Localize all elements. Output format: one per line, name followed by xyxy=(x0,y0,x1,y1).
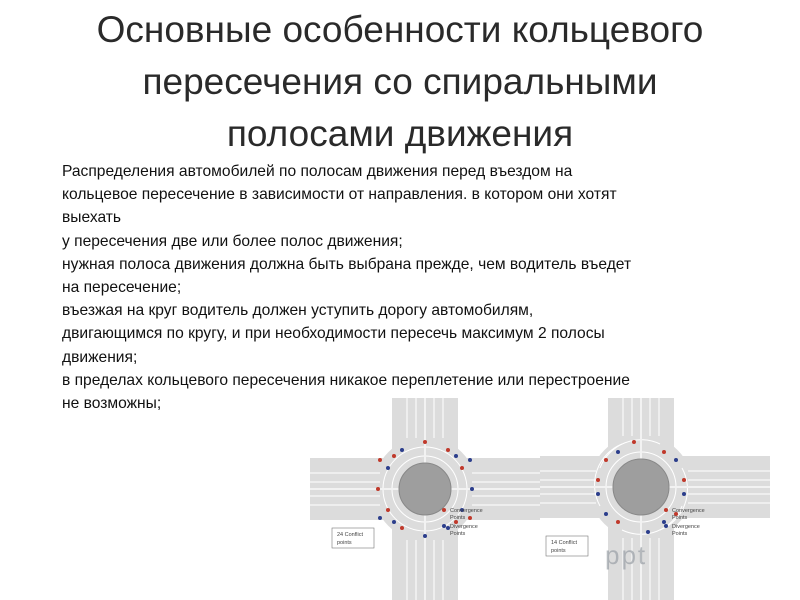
body-line: в пределах кольцевого пересечения никакое переплетение или перестроение xyxy=(62,371,630,389)
conflict-count-box xyxy=(332,528,374,548)
legend-convergence: Convergence xyxy=(450,508,483,514)
body-line: не возможны; xyxy=(62,395,162,413)
body-line: нужная полоса движения должна быть выбрана прежде, чем водитель въедет xyxy=(62,255,632,273)
road-network xyxy=(310,398,542,600)
body-line: кольцевое пересечение в зависимости от направления. в котором они хотят xyxy=(62,186,617,204)
roundabout-diagram-right xyxy=(540,398,770,600)
legend-convergence: Convergence xyxy=(672,508,705,514)
watermark-logo: ppt xyxy=(605,540,648,570)
legend-divergence-sub: Points xyxy=(672,531,688,537)
legend-convergence-sub: Points xyxy=(672,515,688,521)
legend-divergence: Divergence xyxy=(450,524,478,530)
body-line: выехать xyxy=(62,209,122,227)
divergence-marker xyxy=(664,524,668,528)
conflict-count-sub: points xyxy=(551,548,566,554)
body-line: двигающимся по кругу, и при необходимости пересечь максимум 2 полосы xyxy=(62,325,605,343)
body-text xyxy=(62,160,722,415)
title-line: пересечения со спиральными xyxy=(142,61,658,102)
legend-convergence-sub: Points xyxy=(450,515,466,521)
legend-divergence: Divergence xyxy=(672,524,700,530)
body-line: у пересечения две или более полос движения; xyxy=(62,232,403,250)
roundabout-diagram-left xyxy=(310,398,542,600)
body-line: на пересечение; xyxy=(62,279,182,297)
convergence-marker xyxy=(442,508,446,512)
convergence-marker xyxy=(664,508,668,512)
conflict-count-box xyxy=(546,536,588,556)
divergence-marker xyxy=(442,524,446,528)
central-island xyxy=(613,459,669,515)
conflict-count-sub: points xyxy=(337,540,352,546)
slide-title xyxy=(40,4,760,160)
body-line: въезжая на круг водитель должен уступить дорогу автомобилям, xyxy=(62,302,534,320)
conflict-count-label: 14 Conflict xyxy=(551,540,577,546)
title-line: Основные особенности кольцевого xyxy=(96,9,704,50)
central-island xyxy=(399,463,451,515)
legend-divergence-sub: Points xyxy=(450,531,466,537)
title-line: полосами движения xyxy=(226,113,574,154)
road-network xyxy=(540,398,770,600)
conflict-count-label: 24 Conflict xyxy=(337,532,363,538)
body-line: Распределения автомобилей по полосам движения перед въездом на xyxy=(62,163,573,180)
body-line: движения; xyxy=(62,348,138,366)
